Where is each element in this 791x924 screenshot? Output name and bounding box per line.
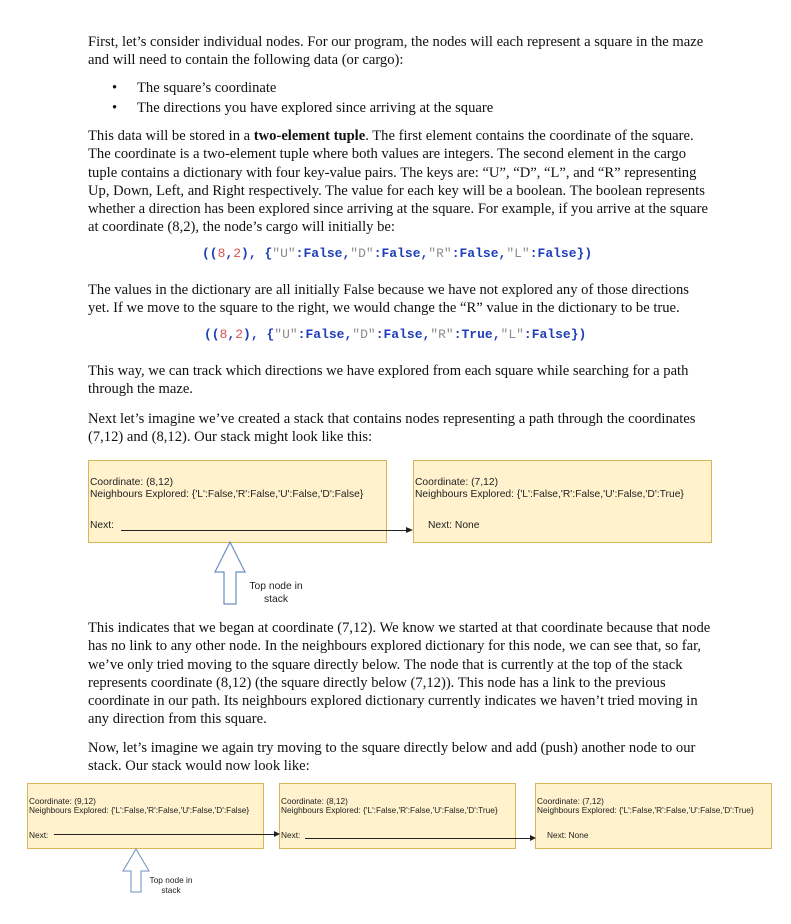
node-coordinate: Coordinate: (8,12) (90, 477, 173, 488)
code-number: 2 (235, 327, 244, 342)
code-value: :False (523, 327, 571, 342)
node-next-label: Next: (90, 520, 115, 531)
code-token: }) (576, 246, 593, 261)
stack-node-8-12 (279, 783, 516, 849)
code-number: 8 (219, 327, 228, 342)
next-pointer-line (121, 530, 407, 531)
up-arrow-icon (214, 541, 246, 605)
code-value: :True, (453, 327, 501, 342)
top-node-label (146, 875, 196, 895)
tuple-text-after: . The first element contains the coordinate of the square. The coordinate is a two-element tuple where both values are integers. The second element in the cargo tuple contains a dictionary with four key-value pairs. The keys are: “U”, “D”, “L”, and “R” representing Up, Down, Left, and Right respectively. The value for each key will be a boolean. The boolean represents whether a direction has been explored since arriving at the square. For example, if you arrive at the square at coordinate (8,2), the node’s cargo will initially be: (88, 128, 708, 236)
node-neighbours-explored: Neighbours Explored: {'L':False,'R':False,'U':False,'D':True} (537, 805, 754, 815)
next-pointer-arrowhead (274, 831, 280, 837)
code-token: (( (202, 246, 218, 261)
stack-node-7-12 (535, 783, 772, 849)
cargo-bullet-list (112, 79, 493, 118)
code-string: "R" (428, 246, 452, 261)
code-token: ), { (241, 246, 273, 261)
code-number: 2 (233, 246, 242, 261)
bullet-directions: • The directions you have explored since arriving at the square (112, 99, 493, 119)
push-paragraph: Now, let’s imagine we again try moving to the square directly below and add (push) another node to our stack. Our stack would now look like: (88, 740, 696, 775)
node-coordinate: Coordinate: (9,12) (29, 796, 96, 806)
top-node-label-line-2: stack (161, 885, 181, 895)
node-neighbours-explored: Neighbours Explored: {'L':False,'R':False,'U':False,'D':True} (415, 489, 684, 500)
top-node-label-line-1: Top node in (249, 581, 303, 592)
code-number: 8 (217, 246, 226, 261)
stack-node-7-12 (413, 460, 712, 543)
code-value: :False, (375, 327, 431, 342)
code-value: :False, (297, 327, 353, 342)
node-next-label: Next: (281, 830, 301, 840)
code-string: "D" (350, 246, 374, 261)
node-coordinate: Coordinate: (7,12) (537, 796, 604, 806)
node-next-label: Next: None (547, 830, 589, 840)
code-token: ), { (243, 327, 275, 342)
code-initial-cargo (202, 246, 592, 261)
node-neighbours-explored: Neighbours Explored: {'L':False,'R':False,'U':False,'D':False} (90, 489, 364, 500)
stack-node-9-12 (27, 783, 264, 849)
node-neighbours-explored: Neighbours Explored: {'L':False,'R':False,'U':False,'D':False} (29, 805, 250, 815)
code-string: "U" (272, 246, 296, 261)
explanation-paragraph: This indicates that we began at coordinate (7,12). We know we started at that coordinate because that node has no link to any other node. In the neighbours explored dictionary for this node, we can see that, so far, we’ve only tried moving to the square directly below. The node that is currently at the top of the stack represents coordinate (8,12) (the square directly below (7,12)). This node has a link to the previous coordinate in our path. Its neighbours explored dictionary currently indicates we haven’t tried moving in any direction from this square. (88, 620, 711, 728)
intro-paragraph: First, let’s consider individual nodes. For our program, the nodes will each represent a square in the maze and will need to contain the following data (or cargo): (88, 34, 704, 69)
code-string: "R" (430, 327, 454, 342)
bullet-coordinate: • The square’s coordinate (112, 79, 493, 99)
next-pointer-line (305, 838, 530, 839)
node-next-label: Next: (29, 830, 49, 840)
node-coordinate: Coordinate: (8,12) (281, 796, 348, 806)
top-node-label-line-1: Top node in (149, 875, 193, 885)
initial-false-paragraph: The values in the dictionary are all initially False because we have not explored any of those directions yet. If we move to the square to the right, we would change the “R” value in the dictionary to be true. (88, 282, 689, 317)
code-value: :False, (373, 246, 429, 261)
tuple-paragraph (88, 127, 713, 237)
code-token: }) (570, 327, 587, 342)
code-string: "L" (506, 246, 530, 261)
code-updated-cargo (204, 327, 586, 342)
code-string: "U" (274, 327, 298, 342)
code-value: :False (529, 246, 577, 261)
next-pointer-arrowhead (530, 835, 536, 841)
code-string: "L" (500, 327, 524, 342)
code-token: , (225, 246, 234, 261)
top-node-label-line-2: stack (263, 593, 289, 605)
code-string: "D" (352, 327, 376, 342)
code-value: :False, (295, 246, 351, 261)
next-pointer-arrowhead (406, 527, 413, 533)
tuple-bold-term: two-element tuple (253, 128, 366, 144)
stack-intro-paragraph: Next let’s imagine we’ve created a stack that contains nodes representing a path through the coordinates (7,12) and (8,12). Our stack might look like this: (88, 411, 696, 446)
code-token: (( (204, 327, 220, 342)
tuple-text-before: This data will be stored in a (88, 128, 254, 144)
tracking-paragraph: This way, we can track which directions we have explored from each square while searching for a path through the maze. (88, 363, 689, 398)
top-node-label (244, 581, 308, 606)
node-next-label: Next: None (428, 520, 480, 531)
next-pointer-line (54, 834, 274, 835)
node-neighbours-explored: Neighbours Explored: {'L':False,'R':False,'U':False,'D':True} (281, 805, 498, 815)
node-coordinate: Coordinate: (7,12) (415, 477, 498, 488)
code-value: :False, (451, 246, 507, 261)
code-token: , (227, 327, 236, 342)
